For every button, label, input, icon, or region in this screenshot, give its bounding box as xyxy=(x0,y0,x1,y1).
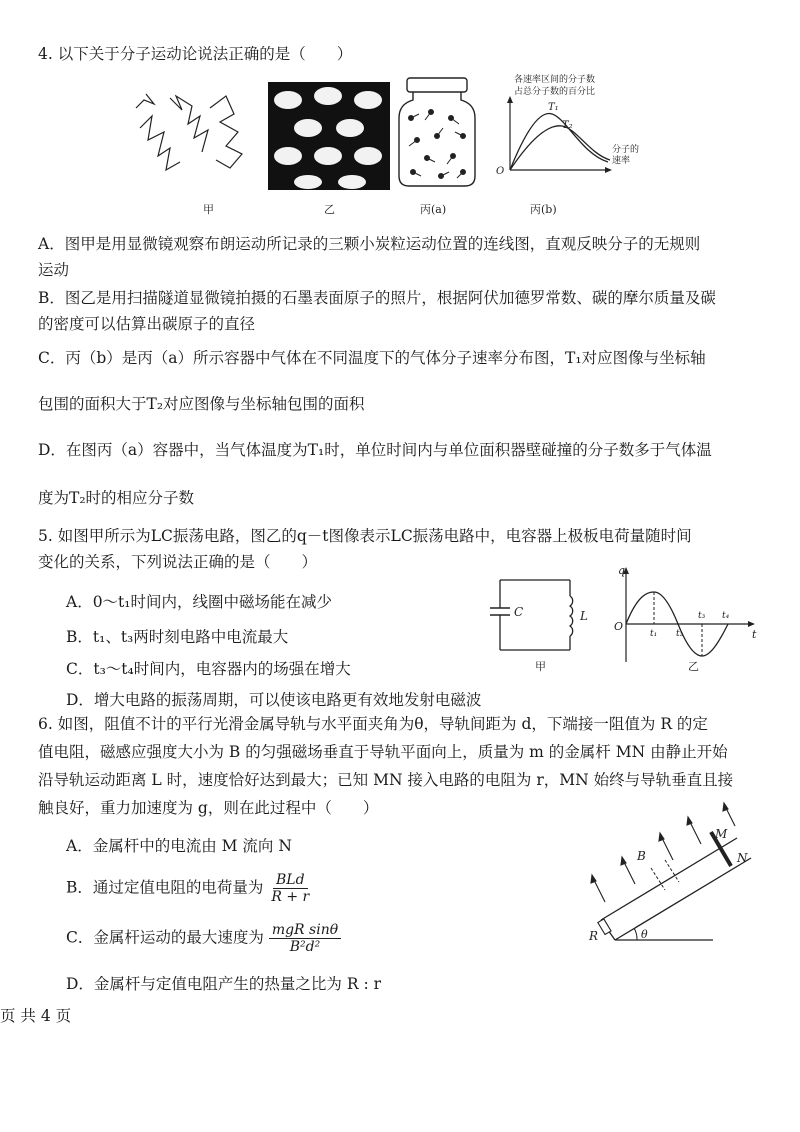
q5-option-c: C．t₃～t₄时间内，电容器内的场强在增大 xyxy=(66,660,351,678)
qt-t4: t₄ xyxy=(722,611,730,621)
q4-option-a-line2: 运动 xyxy=(38,261,70,279)
figure-yi-graphite xyxy=(268,82,390,190)
q5-stem-line2: 变化的关系，下列说法正确的是（ ） xyxy=(38,553,318,571)
q6-option-a: A．金属杆中的电流由 M 流向 N xyxy=(66,837,292,855)
q6-option-c-fraction xyxy=(269,922,341,955)
figure-jia-brownian xyxy=(130,88,250,188)
qt-t1: t₁ xyxy=(650,629,658,639)
caption-bing-b: 丙(b) xyxy=(530,203,557,216)
q4-stem: 4. 以下关于分子运动论说法正确的是（ ） xyxy=(38,45,353,63)
q6-stem-line3: 沿导轨运动距离 L 时，速度恰好达到最大；已知 MN 接入电路的电阻为 r，MN 始终与导轨垂直且接 xyxy=(38,771,734,789)
graph-b-ylabel-2: 占总分子数的百分比 xyxy=(514,87,596,97)
q6-option-c-denominator: B²d² xyxy=(289,939,321,955)
q6-option-b xyxy=(66,872,312,905)
q6-option-b-numerator: BLd xyxy=(273,872,308,889)
graph-b-xlabel-1: 分子的 xyxy=(612,145,640,155)
graph-b-t2: T₂ xyxy=(562,120,573,131)
q6-option-b-denominator: R + r xyxy=(271,889,310,905)
q6-option-c-numerator: mgR sinθ xyxy=(269,922,341,939)
qt-t2: t₂ xyxy=(676,629,684,639)
caption-jia: 甲 xyxy=(203,203,214,216)
graph-b-origin: O xyxy=(496,166,505,177)
qt-t-label: t xyxy=(752,628,757,641)
q4-option-b-line1: B．图乙是用扫描隧道显微镜拍摄的石墨表面原子的照片，根据阿伏加德罗常数、碳的摩尔质量及碳 xyxy=(38,289,716,307)
figure-qt-graph xyxy=(614,564,764,664)
figure-bing-b-graph xyxy=(490,70,650,196)
figure6-r-label: R xyxy=(589,929,599,943)
q4-option-c-line1: C．丙（b）是丙（a）所示容器中气体在不同温度下的气体分子速率分布图，T₁对应图像与坐标轴 xyxy=(38,349,706,367)
caption-qt-graph: 乙 xyxy=(688,660,699,673)
q5-option-b: B．t₁、t₃两时刻电路中电流最大 xyxy=(66,628,289,646)
figure6-n-label: N xyxy=(737,851,748,865)
circuit-l-label: L xyxy=(580,609,588,623)
qt-t3: t₃ xyxy=(698,611,706,621)
page-footer: 页 共 4 页 xyxy=(0,1007,72,1025)
q4-option-a-line1: A．图甲是用显微镜观察布朗运动所记录的三颗小炭粒运动位置的连线图，直观反映分子的无规则 xyxy=(38,235,701,253)
graph-b-xlabel-2: 速率 xyxy=(612,156,631,166)
figure-lc-circuit xyxy=(490,570,590,670)
q6-option-b-prefix: B．通过定值电阻的电荷量为 xyxy=(66,878,264,897)
q4-option-c-line2: 包围的面积大于T₂对应图像与坐标轴包围的面积 xyxy=(38,395,365,413)
q5-option-d: D．增大电路的振荡周期，可以使该电路更有效地发射电磁波 xyxy=(66,691,482,709)
graph-b-t1: T₁ xyxy=(548,102,559,113)
circuit-c-label: C xyxy=(514,605,524,619)
q6-option-b-fraction xyxy=(268,872,312,905)
q6-option-c-prefix: C．金属杆运动的最大速度为 xyxy=(66,928,264,947)
caption-bing-a: 丙(a) xyxy=(420,203,447,216)
qt-q-label: q xyxy=(618,564,626,577)
q6-stem-line4: 触良好，重力加速度为 g，则在此过程中（ ） xyxy=(38,799,379,817)
qt-origin: O xyxy=(614,620,624,633)
q6-stem-line2: 值电阻，磁感应强度大小为 B 的匀强磁场垂直于导轨平面向上，质量为 m 的金属杆 MN 由静止开始 xyxy=(38,743,728,761)
caption-circuit: 甲 xyxy=(535,660,546,673)
graph-b-ylabel-1: 各速率区间的分子数 xyxy=(514,75,596,85)
figure-inclined-rails xyxy=(585,824,775,944)
figure6-theta-label: θ xyxy=(641,928,648,941)
q6-option-c xyxy=(66,922,341,955)
caption-yi: 乙 xyxy=(324,203,335,216)
q6-option-d: D．金属杆与定值电阻产生的热量之比为 R : r xyxy=(66,975,382,993)
figure6-b-label: B xyxy=(637,849,646,863)
q4-option-d-line2: 度为T₂时的相应分子数 xyxy=(38,489,195,507)
q5-option-a: A．0～t₁时间内，线圈中磁场能在减少 xyxy=(66,593,332,611)
figure-bing-a-jar xyxy=(397,76,477,188)
q6-stem-line1: 6. 如图，阻值不计的平行光滑金属导轨与水平面夹角为θ，导轨间距为 d，下端接一阻值为 R 的定 xyxy=(38,715,708,733)
q4-option-d-line1: D．在图丙（a）容器中，当气体温度为T₁时，单位时间内与单位面积器壁碰撞的分子数多于气体温 xyxy=(38,441,712,459)
q5-stem-line1: 5. 如图甲所示为LC振荡电路，图乙的q－t图像表示LC振荡电路中，电容器上极板电荷量随时间 xyxy=(38,527,692,545)
figure6-m-label: M xyxy=(715,827,728,841)
q4-option-b-line2: 的密度可以估算出碳原子的直径 xyxy=(38,315,256,333)
